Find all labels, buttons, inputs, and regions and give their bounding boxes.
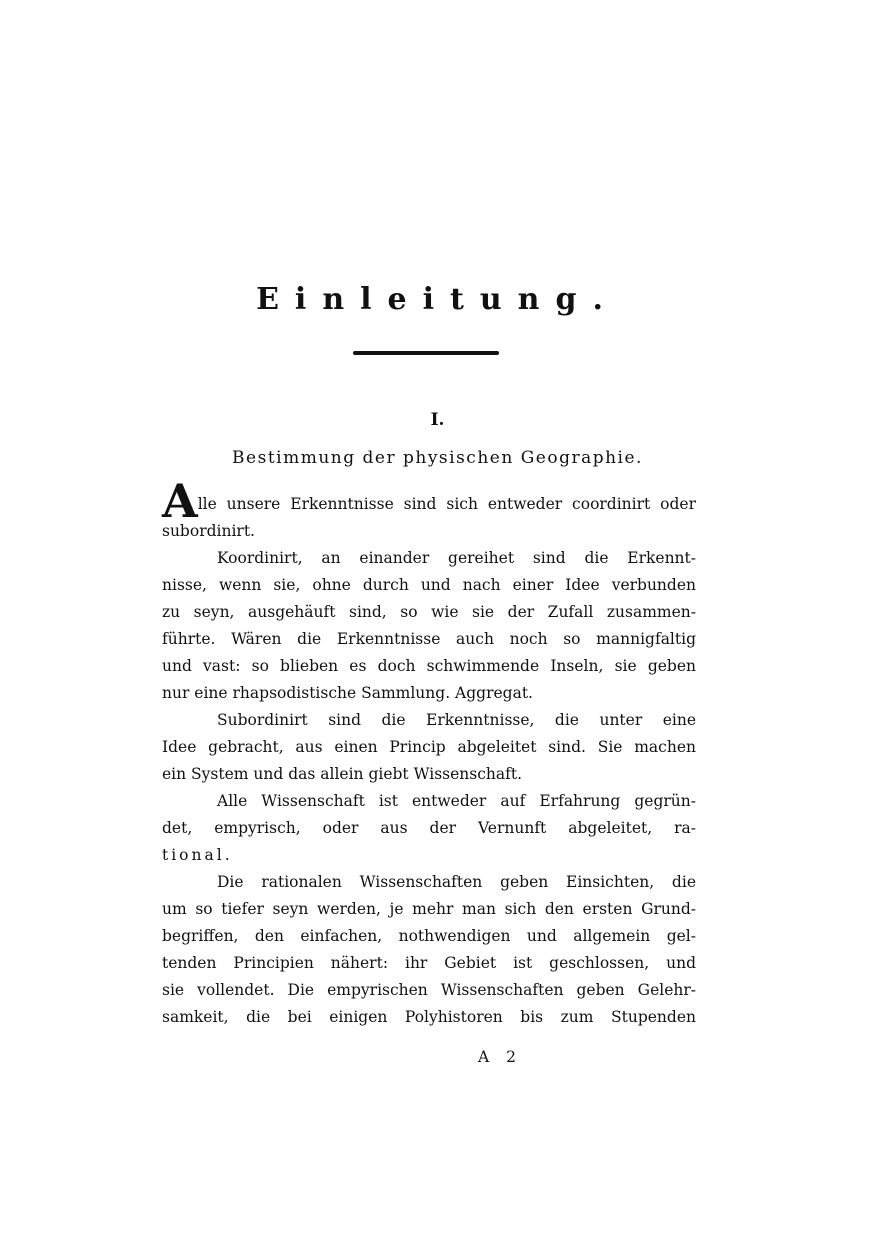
text-line: zu seyn, ausgehäuft sind, so wie sie der Zufall zusammen- bbox=[162, 603, 696, 621]
text-line: ein System und das allein giebt Wissenschaft. bbox=[162, 765, 523, 783]
title-rule bbox=[353, 351, 499, 355]
text-line: Koordinirt, an einander gereihet sind die Erkennt- bbox=[217, 549, 696, 567]
text-line: samkeit, die bei einigen Polyhistoren bis zum Stupenden bbox=[162, 1008, 696, 1026]
text-line: tional. bbox=[162, 846, 233, 864]
text-line: Alle unsere Erkenntnisse sind sich entweder coordinirt oder bbox=[162, 474, 696, 528]
text-line: det, empyrisch, oder aus der Vernunft abgeleitet, ra- bbox=[162, 819, 696, 837]
paragraph bbox=[162, 869, 696, 1031]
text-line: führte. Wären die Erkenntnisse auch noch so mannigfaltig bbox=[162, 630, 696, 648]
catchword-signature: A 2 bbox=[478, 1048, 522, 1066]
section-number: I. bbox=[430, 410, 445, 430]
paragraph bbox=[162, 707, 696, 788]
text-line: Die rationalen Wissenschaften geben Einsichten, die bbox=[217, 873, 696, 891]
text-line: um so tiefer seyn werden, je mehr man sich den ersten Grund- bbox=[162, 900, 696, 918]
text-line: Idee gebracht, aus einen Princip abgeleitet sind. Sie machen bbox=[162, 738, 696, 756]
text-line: begriffen, den einfachen, nothwendigen und allgemein gel- bbox=[162, 927, 696, 945]
text-line: sie vollendet. Die empyrischen Wissenschaften geben Gelehr- bbox=[162, 981, 696, 999]
text-line: subordinirt. bbox=[162, 522, 255, 540]
text-line: und vast: so blieben es doch schwimmende Inseln, sie geben bbox=[162, 657, 696, 675]
chapter-title: Einleitung. bbox=[256, 282, 619, 317]
drop-cap: A bbox=[162, 474, 198, 528]
text-line: Alle Wissenschaft ist entweder auf Erfahrung gegrün- bbox=[217, 792, 696, 810]
section-heading: Bestimmung der physischen Geographie. bbox=[232, 448, 643, 468]
text-line: tenden Principien nähert: ihr Gebiet ist geschlossen, und bbox=[162, 954, 696, 972]
text-line: nur eine rhapsodistische Sammlung. Aggregat. bbox=[162, 684, 533, 702]
paragraph bbox=[162, 474, 696, 545]
body-text bbox=[162, 474, 696, 1031]
text-line: Subordinirt sind die Erkenntnisse, die unter eine bbox=[217, 711, 696, 729]
paragraph bbox=[162, 788, 696, 869]
paragraph bbox=[162, 545, 696, 707]
text-line: nisse, wenn sie, ohne durch und nach einer Idee verbunden bbox=[162, 576, 696, 594]
